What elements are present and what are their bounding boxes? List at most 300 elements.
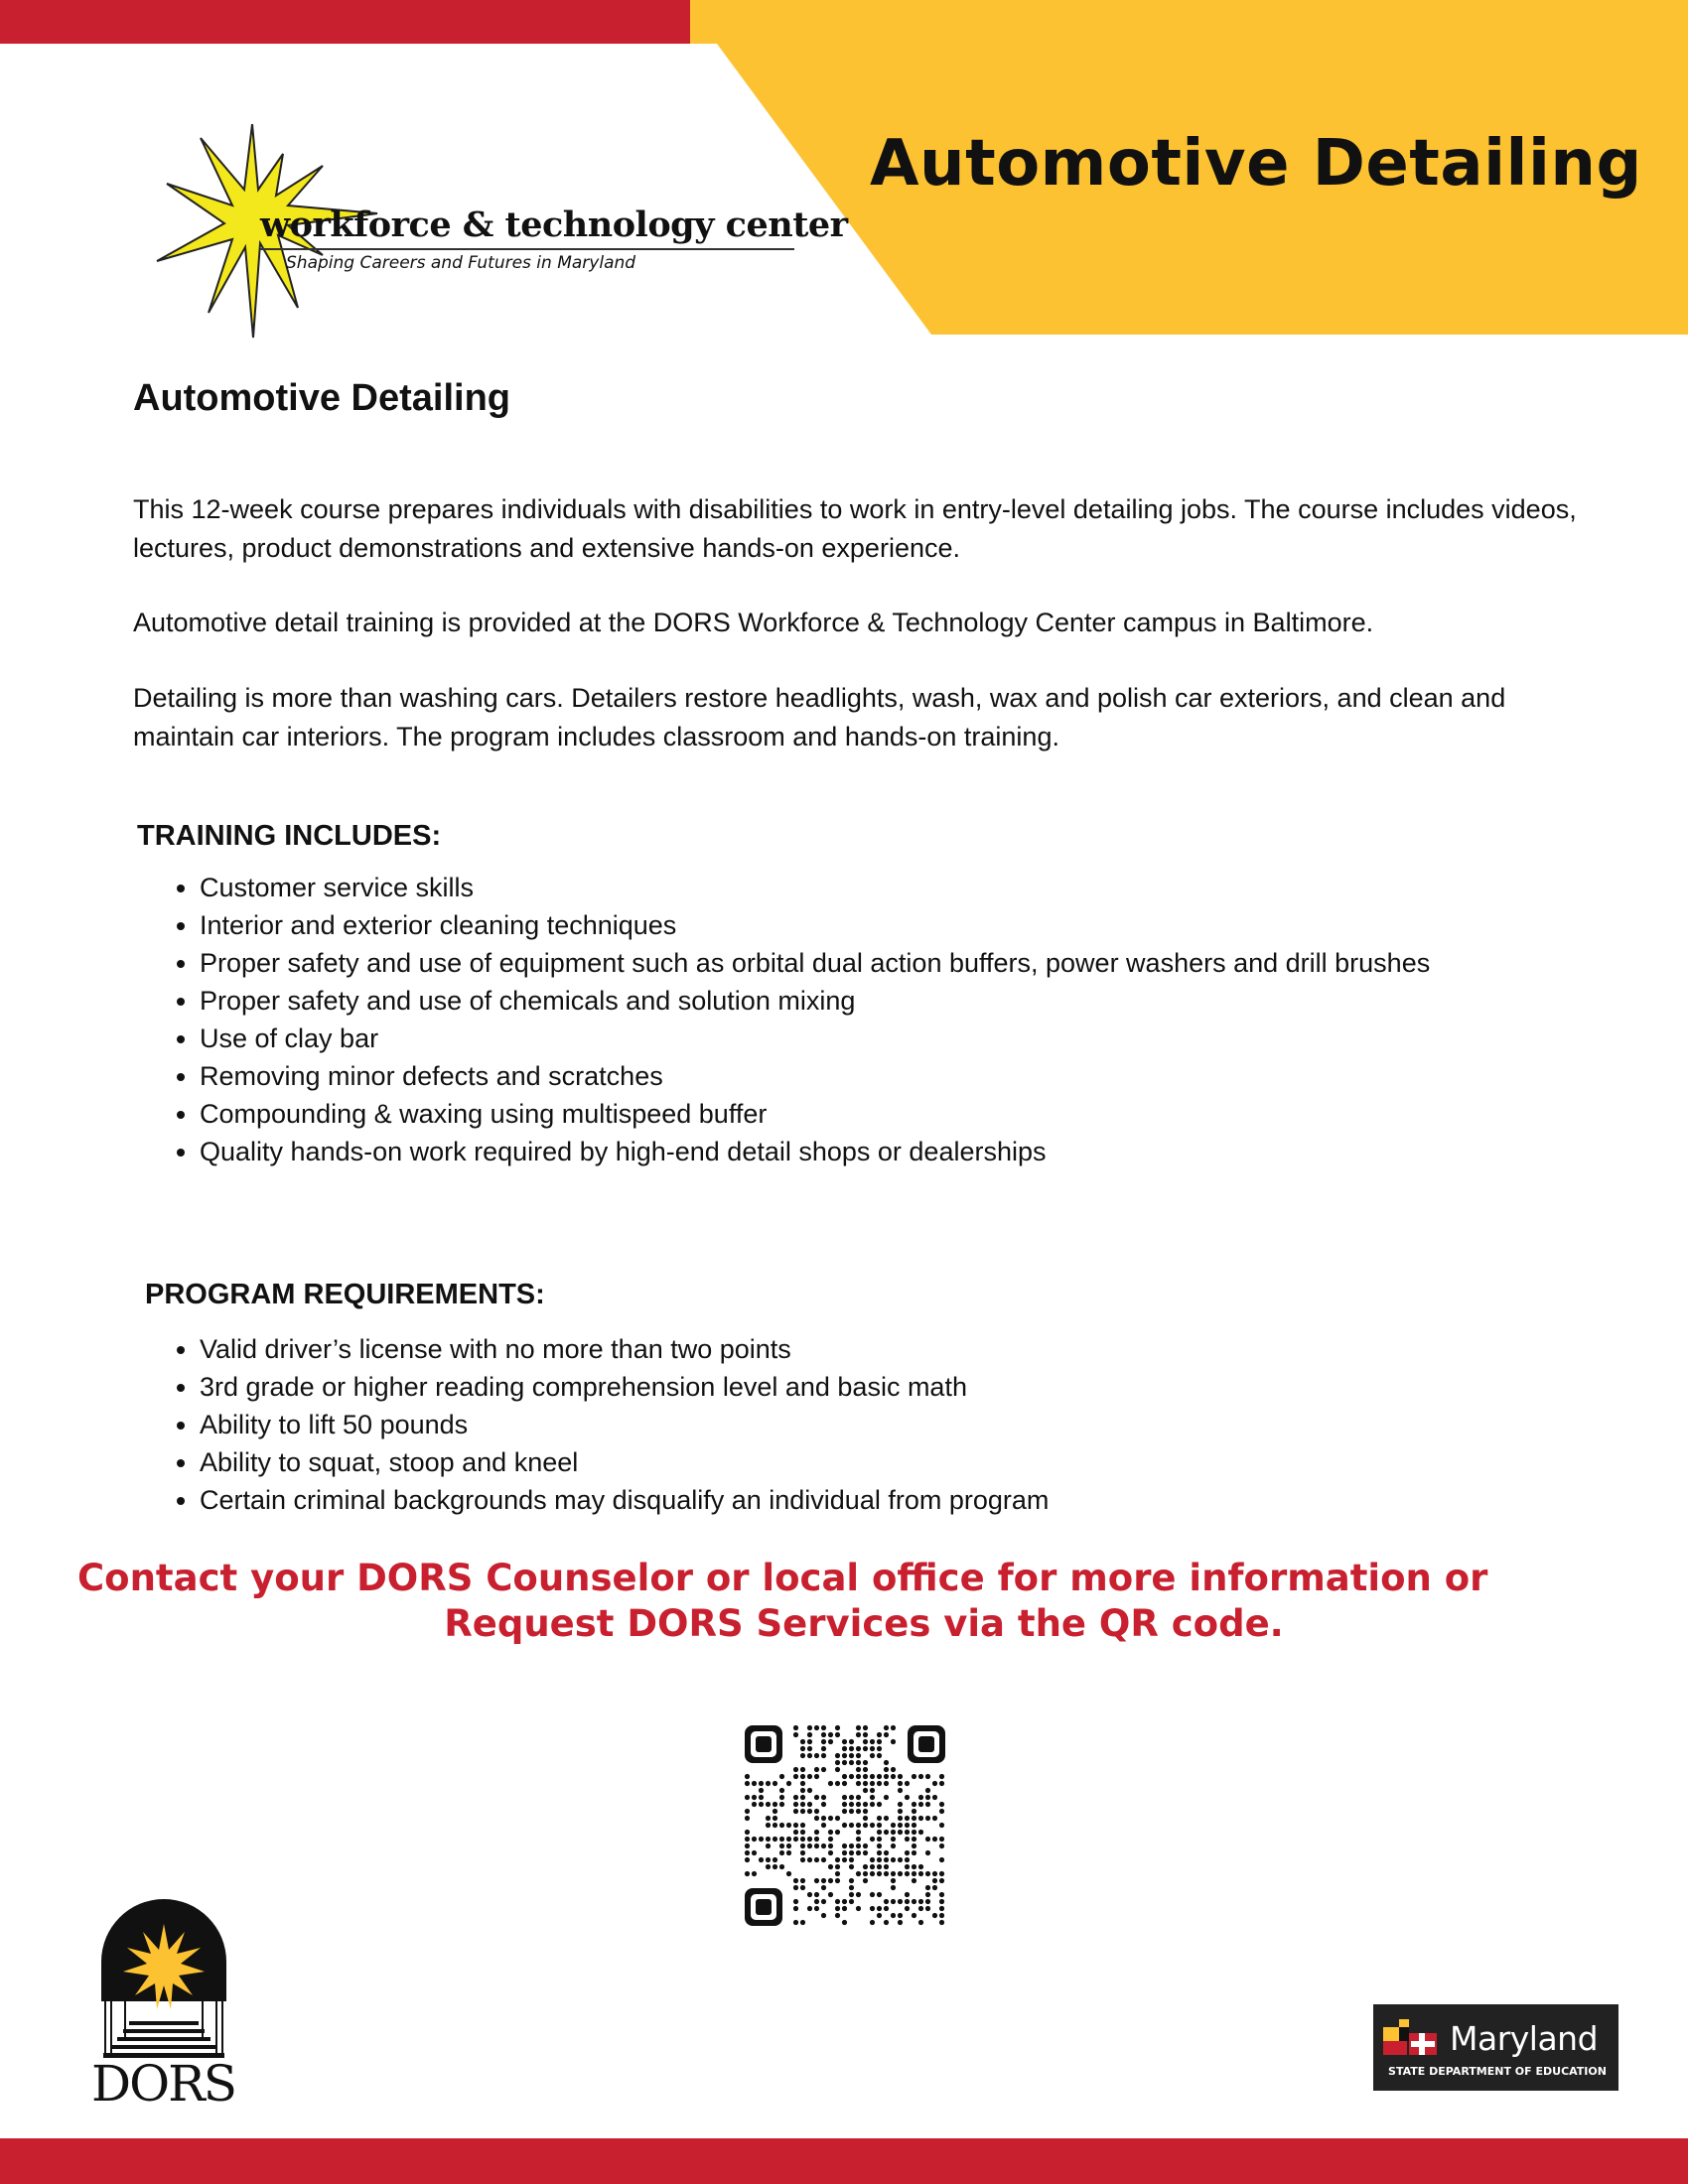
qr-dot	[745, 1830, 750, 1835]
qr-dot	[856, 1830, 861, 1835]
qr-dot	[877, 1830, 882, 1835]
qr-dot	[939, 1899, 944, 1904]
qr-dot	[918, 1906, 923, 1911]
qr-dot	[814, 1809, 819, 1814]
qr-dot	[939, 1906, 944, 1911]
qr-dot	[898, 1899, 903, 1904]
qr-dot	[793, 1795, 798, 1800]
qr-dot	[842, 1850, 847, 1855]
qr-dot	[773, 1781, 777, 1786]
qr-dot	[766, 1816, 771, 1821]
qr-dot	[842, 1774, 847, 1779]
qr-dot	[863, 1732, 868, 1737]
qr-dot	[849, 1892, 854, 1897]
qr-dot	[766, 1864, 771, 1869]
qr-dot	[939, 1843, 944, 1848]
qr-dot	[821, 1732, 826, 1737]
qr-dot	[863, 1843, 868, 1848]
qr-dot	[807, 1739, 812, 1744]
qr-dot	[939, 1871, 944, 1876]
qr-dot	[898, 1920, 903, 1925]
qr-dot	[912, 1864, 916, 1869]
qr-dot	[905, 1781, 910, 1786]
qr-dot	[842, 1920, 847, 1925]
qr-dot	[835, 1871, 840, 1876]
qr-dot	[891, 1885, 896, 1890]
qr-dot	[925, 1816, 930, 1821]
qr-dot	[905, 1871, 910, 1876]
qr-dot	[835, 1725, 840, 1730]
qr-dot	[884, 1871, 889, 1876]
qr-dot	[828, 1864, 833, 1869]
qr-dot	[793, 1885, 798, 1890]
qr-dot	[932, 1871, 937, 1876]
banner-title: Automotive Detailing	[870, 127, 1642, 201]
list-item: • Compounding & waxing using multispeed buffer	[200, 1095, 1430, 1133]
qr-dot	[849, 1864, 854, 1869]
requirements-heading: PROGRAM REQUIREMENTS:	[145, 1279, 545, 1310]
qr-dot	[779, 1802, 784, 1807]
qr-dot	[898, 1788, 903, 1793]
list-item: • 3rd grade or higher reading comprehension level and basic math	[200, 1368, 1049, 1406]
qr-dot	[918, 1802, 923, 1807]
qr-dot	[779, 1795, 784, 1800]
qr-dot	[828, 1781, 833, 1786]
qr-dot	[814, 1892, 819, 1897]
qr-dot	[905, 1899, 910, 1904]
qr-dot	[891, 1913, 896, 1918]
qr-dot	[828, 1892, 833, 1897]
qr-dot	[786, 1823, 791, 1828]
qr-dot	[835, 1760, 840, 1765]
qr-dot	[759, 1788, 764, 1793]
qr-dot	[870, 1753, 875, 1758]
qr-dot	[898, 1913, 903, 1918]
qr-dot	[800, 1767, 805, 1772]
qr-dot	[877, 1871, 882, 1876]
qr-dot	[863, 1774, 868, 1779]
qr-dot	[932, 1913, 937, 1918]
list-item: • Removing minor defects and scratches	[200, 1057, 1430, 1095]
qr-dot	[842, 1760, 847, 1765]
qr-dot	[856, 1746, 861, 1751]
qr-dot	[779, 1788, 784, 1793]
qr-dot	[912, 1843, 916, 1848]
qr-dot	[870, 1795, 875, 1800]
qr-dot	[786, 1871, 791, 1876]
qr-dot	[835, 1781, 840, 1786]
qr-dot	[800, 1823, 805, 1828]
qr-dot	[863, 1746, 868, 1751]
qr-dot	[793, 1725, 798, 1730]
qr-dot	[925, 1871, 930, 1876]
msde-subtitle: STATE DEPARTMENT OF EDUCATION	[1388, 2065, 1607, 2078]
qr-dot	[835, 1899, 840, 1904]
list-item: • Quality hands-on work required by high-end detail shops or dealerships	[200, 1133, 1430, 1170]
qr-dot	[891, 1739, 896, 1744]
qr-dot	[814, 1837, 819, 1842]
qr-dot	[849, 1795, 854, 1800]
qr-dot	[779, 1837, 784, 1842]
qr-dot	[745, 1795, 750, 1800]
qr-dot	[884, 1760, 889, 1765]
qr-dot	[905, 1906, 910, 1911]
qr-dot	[821, 1823, 826, 1828]
qr-dot	[939, 1802, 944, 1807]
qr-dot	[898, 1809, 903, 1814]
qr-dot	[912, 1850, 916, 1855]
location-paragraph: Automotive detail training is provided at the DORS Workforce & Technology Center campus in Baltimore.	[133, 608, 1374, 637]
qr-dot	[807, 1809, 812, 1814]
qr-dot	[800, 1739, 805, 1744]
qr-dot	[884, 1795, 889, 1800]
qr-dot	[752, 1837, 757, 1842]
qr-dot	[870, 1746, 875, 1751]
qr-dot	[849, 1760, 854, 1765]
qr-dot	[835, 1857, 840, 1862]
qr-dot	[898, 1830, 903, 1835]
qr-dot	[745, 1774, 750, 1779]
qr-dot	[856, 1774, 861, 1779]
qr-dot	[745, 1837, 750, 1842]
training-heading: TRAINING INCLUDES:	[137, 820, 442, 852]
qr-dot	[905, 1816, 910, 1821]
qr-dot	[835, 1864, 840, 1869]
contact-cta-line2: Request DORS Services via the QR code.	[444, 1602, 1284, 1645]
qr-dot	[779, 1850, 784, 1855]
qr-dot	[849, 1802, 854, 1807]
qr-dot	[849, 1774, 854, 1779]
qr-dot	[884, 1774, 889, 1779]
qr-dot	[800, 1837, 805, 1842]
qr-dot	[842, 1753, 847, 1758]
qr-dot	[773, 1823, 777, 1828]
qr-dot	[863, 1767, 868, 1772]
qr-dot	[828, 1843, 833, 1848]
qr-dot	[891, 1843, 896, 1848]
qr-dot	[828, 1850, 833, 1855]
qr-dot	[925, 1850, 930, 1855]
qr-dot	[773, 1857, 777, 1862]
qr-dot	[779, 1774, 784, 1779]
qr-dot	[828, 1878, 833, 1883]
qr-dot	[918, 1830, 923, 1835]
qr-dot	[877, 1732, 882, 1737]
qr-dot	[939, 1837, 944, 1842]
qr-dot	[912, 1830, 916, 1835]
qr-dot	[856, 1760, 861, 1765]
qr-dot	[925, 1885, 930, 1890]
list-item: • Proper safety and use of chemicals and solution mixing	[200, 982, 1430, 1020]
qr-dot	[891, 1823, 896, 1828]
qr-dot	[856, 1795, 861, 1800]
qr-dot	[842, 1746, 847, 1751]
qr-dot	[828, 1739, 833, 1744]
qr-dot	[800, 1878, 805, 1883]
list-item: • Ability to squat, stoop and kneel	[200, 1443, 1049, 1481]
qr-dot	[905, 1823, 910, 1828]
qr-dot	[877, 1857, 882, 1862]
qr-dot	[835, 1767, 840, 1772]
qr-dot	[898, 1871, 903, 1876]
qr-dot	[821, 1878, 826, 1883]
qr-dot	[856, 1850, 861, 1855]
msde-name: Maryland	[1450, 2019, 1599, 2058]
qr-finder-top-right	[908, 1725, 945, 1763]
qr-dot	[842, 1857, 847, 1862]
qr-dot	[918, 1816, 923, 1821]
qr-dot	[821, 1885, 826, 1890]
qr-dot	[821, 1913, 826, 1918]
qr-dot	[863, 1725, 868, 1730]
qr-dot	[745, 1857, 750, 1862]
qr-dot	[793, 1906, 798, 1911]
qr-dot	[939, 1920, 944, 1925]
qr-dot	[849, 1899, 854, 1904]
qr-dot	[877, 1823, 882, 1828]
qr-dot	[835, 1878, 840, 1883]
list-item: • Certain criminal backgrounds may disqualify an individual from program	[200, 1481, 1049, 1519]
qr-dot	[807, 1843, 812, 1848]
qr-dot	[925, 1788, 930, 1793]
qr-dot	[849, 1753, 854, 1758]
qr-dot	[821, 1843, 826, 1848]
qr-dot	[870, 1857, 875, 1862]
qr-dot	[905, 1830, 910, 1835]
qr-dot	[800, 1774, 805, 1779]
qr-dot	[849, 1746, 854, 1751]
qr-dot	[793, 1732, 798, 1737]
qr-dot	[863, 1809, 868, 1814]
wtc-logo-rule	[260, 248, 794, 250]
list-item: • Use of clay bar	[200, 1020, 1430, 1057]
qr-dot	[814, 1843, 819, 1848]
qr-dot	[863, 1871, 868, 1876]
qr-dot	[835, 1753, 840, 1758]
qr-dot	[807, 1857, 812, 1862]
qr-dot	[773, 1864, 777, 1869]
qr-dot	[870, 1781, 875, 1786]
qr-dot	[766, 1781, 771, 1786]
qr-dot	[918, 1795, 923, 1800]
qr-dot	[870, 1864, 875, 1869]
qr-dot	[877, 1843, 882, 1848]
qr-dot	[884, 1725, 889, 1730]
qr-dot	[932, 1837, 937, 1842]
footer-red-bar	[0, 2138, 1688, 2184]
qr-dot	[912, 1837, 916, 1842]
qr-dot	[814, 1774, 819, 1779]
qr-dot	[925, 1774, 930, 1779]
qr-dot	[807, 1746, 812, 1751]
qr-dot	[912, 1878, 916, 1883]
qr-dot	[932, 1781, 937, 1786]
qr-dot	[925, 1906, 930, 1911]
qr-dot	[752, 1781, 757, 1786]
qr-dot	[849, 1843, 854, 1848]
qr-dot	[807, 1837, 812, 1842]
qr-dot	[793, 1774, 798, 1779]
qr-dot	[856, 1871, 861, 1876]
qr-dot	[905, 1864, 910, 1869]
qr-dot	[856, 1767, 861, 1772]
qr-dot	[925, 1802, 930, 1807]
qr-dot	[766, 1857, 771, 1862]
qr-dot	[814, 1878, 819, 1883]
qr-dot	[759, 1795, 764, 1800]
qr-dot	[807, 1753, 812, 1758]
qr-dot	[884, 1850, 889, 1855]
qr-dot	[793, 1830, 798, 1835]
qr-dot	[814, 1816, 819, 1821]
qr-dot	[912, 1899, 916, 1904]
qr-dot	[793, 1767, 798, 1772]
qr-dot	[891, 1725, 896, 1730]
list-item: • Valid driver’s license with no more than two points	[200, 1330, 1049, 1368]
qr-dot	[856, 1843, 861, 1848]
qr-dot	[842, 1906, 847, 1911]
qr-dot	[800, 1746, 805, 1751]
qr-dot	[856, 1753, 861, 1758]
qr-dot	[745, 1850, 750, 1855]
qr-dot	[849, 1857, 854, 1862]
qr-dot	[773, 1809, 777, 1814]
qr-dot	[918, 1871, 923, 1876]
qr-dot	[835, 1906, 840, 1911]
qr-dot	[877, 1837, 882, 1842]
qr-dot	[877, 1906, 882, 1911]
qr-dot	[884, 1857, 889, 1862]
qr-dot	[898, 1781, 903, 1786]
qr-dot	[884, 1906, 889, 1911]
qr-dot	[932, 1816, 937, 1821]
qr-dot	[884, 1864, 889, 1869]
qr-dot	[800, 1850, 805, 1855]
wtc-logo-name: workforce & technology center	[260, 205, 848, 245]
qr-dot	[870, 1774, 875, 1779]
qr-dot	[766, 1802, 771, 1807]
qr-dot	[912, 1802, 916, 1807]
qr-dot	[877, 1774, 882, 1779]
qr-dot	[863, 1739, 868, 1744]
qr-dot	[918, 1864, 923, 1869]
qr-dot	[898, 1774, 903, 1779]
qr-dot	[939, 1892, 944, 1897]
qr-dot	[786, 1837, 791, 1842]
qr-dot	[912, 1871, 916, 1876]
qr-dot	[870, 1892, 875, 1897]
qr-dot	[925, 1899, 930, 1904]
qr-code-icon[interactable]	[743, 1723, 947, 1928]
qr-dot	[842, 1899, 847, 1904]
qr-dot	[884, 1899, 889, 1904]
qr-dot	[849, 1809, 854, 1814]
qr-dot	[863, 1781, 868, 1786]
qr-dot	[821, 1857, 826, 1862]
qr-dot	[821, 1725, 826, 1730]
qr-dot	[814, 1725, 819, 1730]
qr-dot	[752, 1795, 757, 1800]
qr-dot	[870, 1788, 875, 1793]
qr-dot	[800, 1809, 805, 1814]
qr-dot	[807, 1788, 812, 1793]
qr-dot	[856, 1906, 861, 1911]
qr-dot	[939, 1878, 944, 1883]
qr-dot	[863, 1760, 868, 1765]
qr-dot	[821, 1795, 826, 1800]
list-item: • Customer service skills	[200, 869, 1430, 906]
qr-dot	[891, 1857, 896, 1862]
qr-dot	[842, 1781, 847, 1786]
qr-dot	[877, 1753, 882, 1758]
qr-dot	[800, 1802, 805, 1807]
qr-dot	[932, 1795, 937, 1800]
qr-dot	[842, 1739, 847, 1744]
qr-dot	[766, 1823, 771, 1828]
qr-dot	[939, 1774, 944, 1779]
qr-dot	[759, 1781, 764, 1786]
qr-dot	[786, 1850, 791, 1855]
qr-dot	[905, 1850, 910, 1855]
qr-dot	[877, 1850, 882, 1855]
list-item: • Proper safety and use of equipment such as orbital dual action buffers, power washers and drill brushes	[200, 944, 1430, 982]
qr-dot	[898, 1802, 903, 1807]
qr-dot	[863, 1788, 868, 1793]
qr-dot	[939, 1913, 944, 1918]
qr-dot	[821, 1739, 826, 1744]
qr-dot	[898, 1816, 903, 1821]
qr-dot	[759, 1857, 764, 1862]
qr-dot	[835, 1830, 840, 1835]
qr-dot	[870, 1739, 875, 1744]
qr-dot	[939, 1823, 944, 1828]
qr-dot	[766, 1843, 771, 1848]
qr-dot	[849, 1885, 854, 1890]
qr-dot	[939, 1781, 944, 1786]
maryland-flag-icon	[1383, 2019, 1445, 2057]
qr-dot	[752, 1850, 757, 1855]
qr-dot	[842, 1823, 847, 1828]
qr-dot	[828, 1837, 833, 1842]
dors-logo-text: DORS	[91, 2055, 235, 2113]
qr-dot	[842, 1843, 847, 1848]
qr-dot	[773, 1816, 777, 1821]
qr-dot	[745, 1871, 750, 1876]
qr-dot	[856, 1823, 861, 1828]
qr-dot	[842, 1802, 847, 1807]
list-item: • Ability to lift 50 pounds	[200, 1406, 1049, 1443]
qr-dot	[877, 1913, 882, 1918]
qr-dot	[745, 1781, 750, 1786]
qr-dot	[856, 1809, 861, 1814]
qr-dot	[856, 1732, 861, 1737]
qr-dot	[891, 1899, 896, 1904]
qr-dot	[856, 1802, 861, 1807]
qr-dot	[939, 1809, 944, 1814]
qr-dot	[800, 1795, 805, 1800]
qr-dot	[821, 1753, 826, 1758]
qr-dot	[814, 1830, 819, 1835]
qr-dot	[849, 1823, 854, 1828]
qr-dot	[849, 1850, 854, 1855]
qr-dot	[856, 1892, 861, 1897]
qr-dot	[870, 1837, 875, 1842]
qr-dot	[828, 1732, 833, 1737]
qr-dot	[821, 1767, 826, 1772]
qr-dot	[821, 1746, 826, 1751]
qr-dot	[800, 1788, 805, 1793]
qr-dot	[939, 1857, 944, 1862]
